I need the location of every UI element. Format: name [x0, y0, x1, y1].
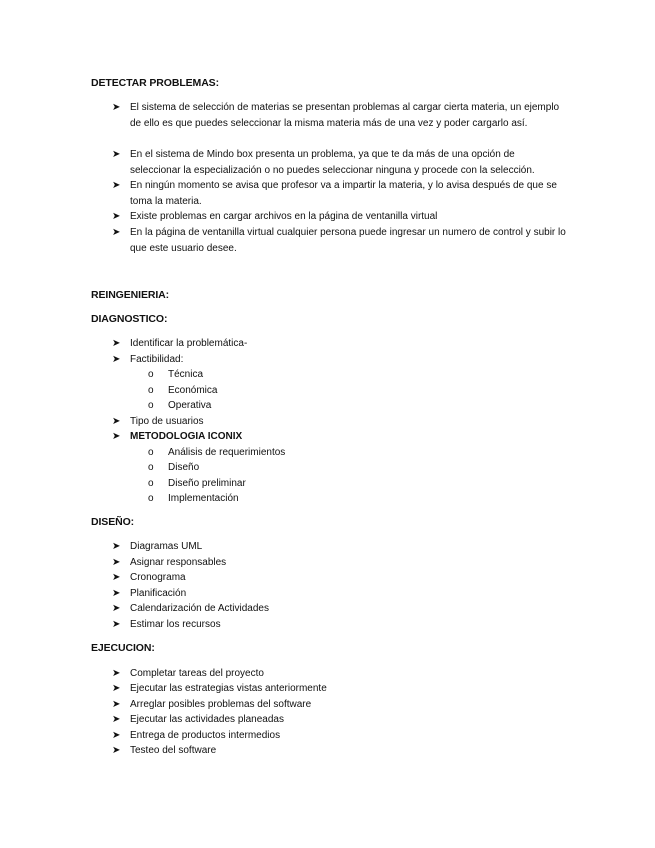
list-item — [112, 586, 567, 602]
sub-list-item — [148, 398, 211, 414]
arrow-bullet-icon: ➤ — [112, 354, 121, 365]
list-item-text: Diagramas UML — [130, 541, 203, 552]
arrow-bullet-icon: ➤ — [112, 619, 121, 630]
list-item-text: METODOLOGIA ICONIX — [130, 431, 243, 442]
list-item-text: Ejecutar las estrategias vistas anteriormente — [130, 683, 327, 694]
sub-list-item-text: Técnica — [168, 369, 204, 380]
sub-list-item — [148, 367, 203, 383]
arrow-bullet-icon: ➤ — [112, 572, 121, 583]
list-item-text: Asignar responsables — [130, 557, 227, 568]
sub-list-item-text: Análisis de requerimientos — [168, 447, 286, 458]
list-item-text: Factibilidad: — [130, 354, 184, 365]
heading-diagnostico: DIAGNOSTICO: — [91, 313, 168, 325]
list-item — [112, 539, 567, 555]
heading-ejecucion: EJECUCION: — [91, 642, 155, 654]
list-item — [112, 352, 567, 368]
circle-bullet-icon: o — [148, 447, 154, 458]
list-item — [112, 617, 567, 633]
list-item — [112, 209, 567, 225]
arrow-bullet-icon: ➤ — [112, 699, 121, 710]
sub-list-item-text: Operativa — [168, 400, 212, 411]
list-item — [112, 414, 567, 430]
sub-list-item-text: Diseño preliminar — [168, 478, 246, 489]
list-item — [112, 429, 567, 445]
circle-bullet-icon: o — [148, 493, 154, 504]
arrow-bullet-icon: ➤ — [112, 730, 121, 741]
list-item — [112, 336, 567, 352]
list-item — [112, 570, 567, 586]
arrow-bullet-icon: ➤ — [112, 603, 121, 614]
sub-list-item — [148, 476, 246, 492]
list-item-text: Existe problemas en cargar archivos en la página de ventanilla virtual — [130, 211, 438, 222]
list-item — [112, 601, 567, 617]
arrow-bullet-icon: ➤ — [112, 211, 121, 222]
list-item-text: Estimar los recursos — [130, 619, 221, 630]
list-item — [112, 555, 567, 571]
arrow-bullet-icon: ➤ — [112, 338, 121, 349]
heading-detectar-problemas: DETECTAR PROBLEMAS: — [91, 77, 219, 89]
arrow-bullet-icon: ➤ — [112, 227, 121, 238]
arrow-bullet-icon: ➤ — [112, 557, 121, 568]
arrow-bullet-icon: ➤ — [112, 541, 121, 552]
circle-bullet-icon: o — [148, 400, 154, 411]
arrow-bullet-icon: ➤ — [112, 416, 121, 427]
arrow-bullet-icon: ➤ — [112, 149, 121, 160]
list-item — [112, 100, 567, 131]
list-item — [112, 728, 567, 744]
circle-bullet-icon: o — [148, 385, 154, 396]
list-item — [112, 225, 567, 256]
arrow-bullet-icon: ➤ — [112, 102, 121, 113]
list-item-text: Arreglar posibles problemas del software — [130, 699, 312, 710]
list-item-text: Ejecutar las actividades planeadas — [130, 714, 284, 725]
list-item-text: Calendarización de Actividades — [130, 603, 269, 614]
arrow-bullet-icon: ➤ — [112, 668, 121, 679]
circle-bullet-icon: o — [148, 478, 154, 489]
sub-list-item-text: Implementación — [168, 493, 239, 504]
arrow-bullet-icon: ➤ — [112, 745, 121, 756]
circle-bullet-icon: o — [148, 369, 154, 380]
list-item-text: Planificación — [130, 588, 187, 599]
sub-list-item-text: Diseño — [168, 462, 200, 473]
sub-list-item — [148, 445, 285, 461]
list-item — [112, 147, 567, 178]
list-item — [112, 666, 567, 682]
sub-list-item — [148, 460, 199, 476]
list-item-text: En el sistema de Mindo box presenta un problema, ya que te da más de una opción de seleccionar la especialización o no puedes seleccionar ninguna y procede con la selección. — [130, 149, 535, 176]
arrow-bullet-icon: ➤ — [112, 431, 121, 442]
list-item-text: Tipo de usuarios — [130, 416, 204, 427]
arrow-bullet-icon: ➤ — [112, 714, 121, 725]
arrow-bullet-icon: ➤ — [112, 180, 121, 191]
sub-list-item-text: Económica — [168, 385, 218, 396]
heading-diseno: DISEÑO: — [91, 516, 135, 528]
sub-list-item — [148, 491, 239, 507]
list-item-text: El sistema de selección de materias se presentan problemas al cargar cierta materia, un ejemplo de ello es que puedes seleccionar la misma materia más de una vez y poder cargarlo así. — [130, 102, 560, 129]
list-item-text: Identificar la problemática- — [130, 338, 248, 349]
list-item-text: En la página de ventanilla virtual cualquier persona puede ingresar un numero de control y subir lo que este usuario desee. — [130, 227, 566, 254]
list-item-text: Entrega de productos intermedios — [130, 730, 281, 741]
list-item-text: Testeo del software — [130, 745, 217, 756]
arrow-bullet-icon: ➤ — [112, 588, 121, 599]
list-item — [112, 178, 567, 209]
sub-list-item — [148, 383, 217, 399]
heading-reingenieria: REINGENIERIA: — [91, 289, 170, 301]
list-item — [112, 712, 567, 728]
list-item-text: Cronograma — [130, 572, 186, 583]
arrow-bullet-icon: ➤ — [112, 683, 121, 694]
circle-bullet-icon: o — [148, 462, 154, 473]
list-item-text: En ningún momento se avisa que profesor va a impartir la materia, y lo avisa después de que se toma la materia. — [130, 180, 557, 207]
list-item — [112, 697, 567, 713]
list-item — [112, 743, 567, 759]
list-item — [112, 681, 567, 697]
list-item-text: Completar tareas del proyecto — [130, 668, 264, 679]
